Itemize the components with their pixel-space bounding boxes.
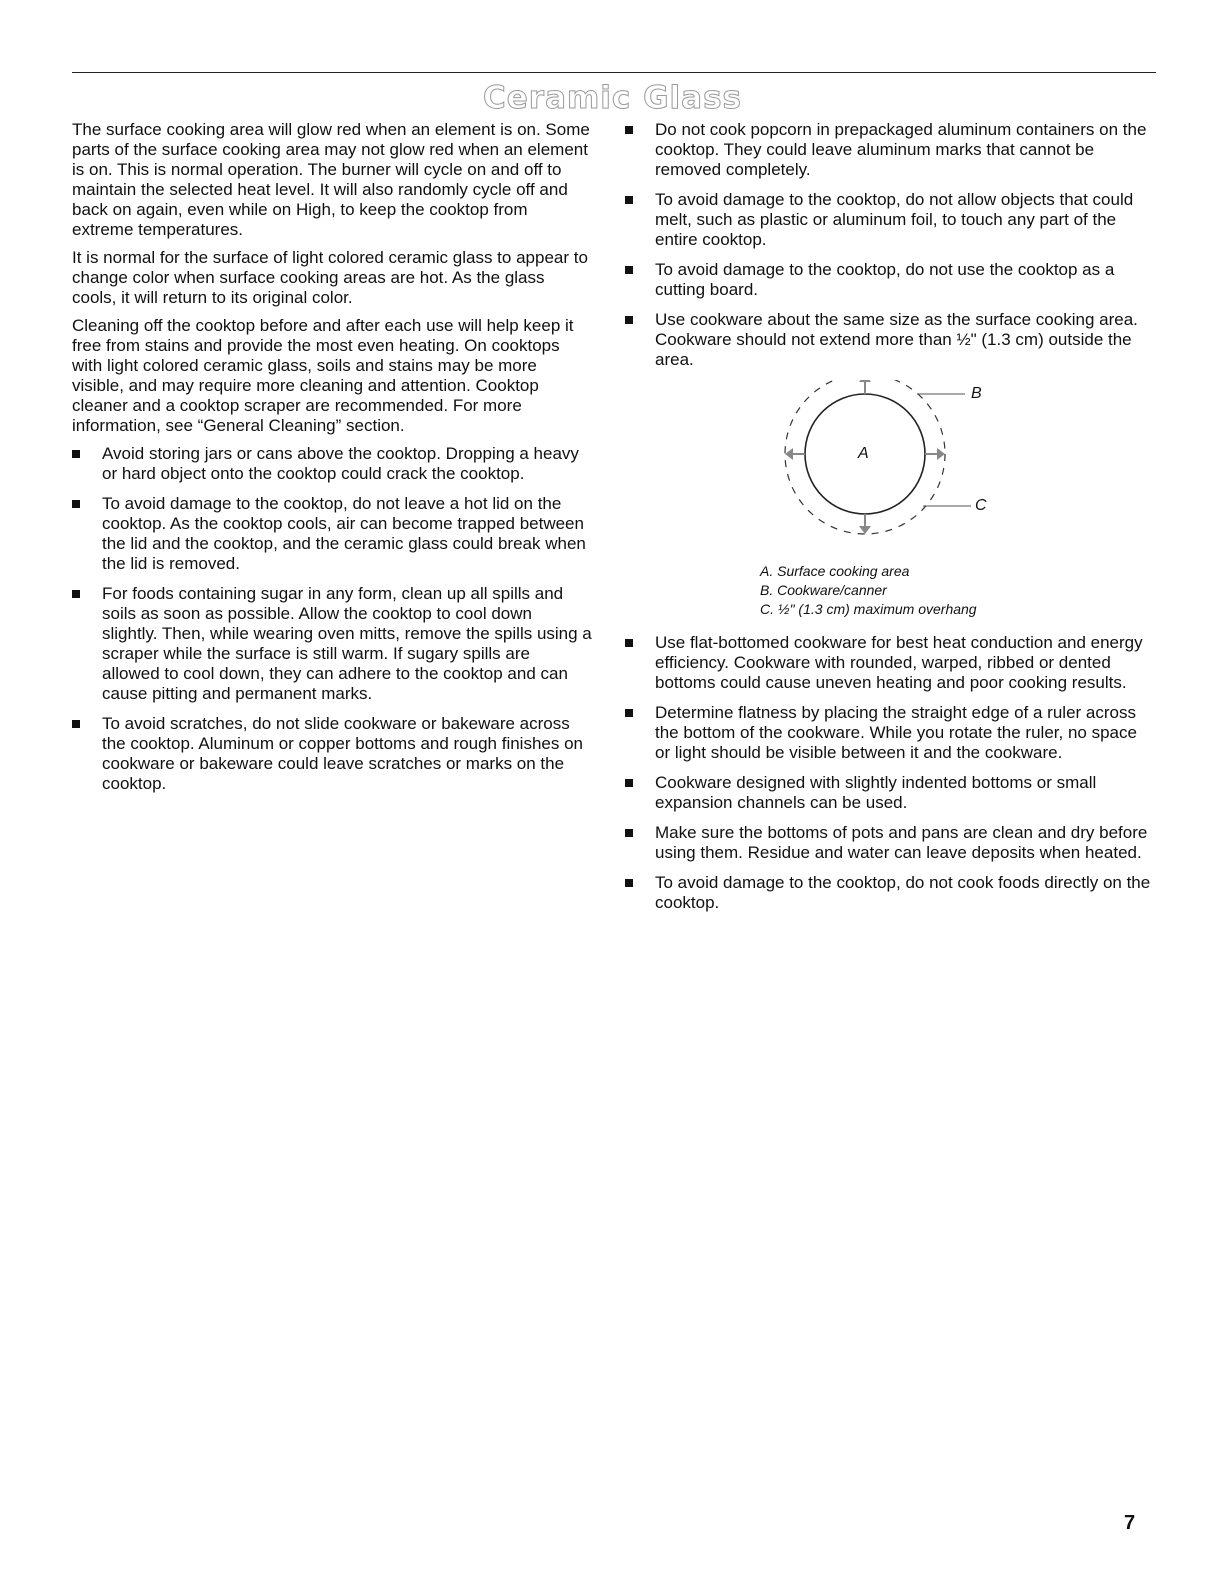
diagram-label-c: C <box>975 497 987 514</box>
list-item-text: Do not cook popcorn in prepackaged aluminum containers on the cooktop. They could leave aluminum marks that cannot be removed completely. <box>655 120 1147 179</box>
legend-item: A. Surface cooking area <box>760 563 910 579</box>
list-item <box>625 633 1155 693</box>
bullet-icon <box>72 500 80 508</box>
bullet-icon <box>625 829 633 837</box>
list-item-text: To avoid damage to the cooktop, do not allow objects that could melt, such as plastic or aluminum foil, to touch any part of the entire cooktop. <box>655 190 1134 249</box>
diagram-label-a: A <box>858 445 869 462</box>
bullet-icon <box>625 779 633 787</box>
paragraph: Cleaning off the cooktop before and after each use will help keep it free from stains and provide the most even heating. On cooktops with light colored ceramic glass, soils and stains may be more visible, and may require more cleaning and attention. Cooktop cleaner and a cooktop scraper are recommended. For more information, see “General Cleaning” section. <box>72 316 574 435</box>
bullet-icon <box>625 639 633 647</box>
paragraph: It is normal for the surface of light colored ceramic glass to appear to change color when surface cooking areas are hot. As the glass cools, it will return to its original color. <box>72 248 588 307</box>
arrow-head-bottom-icon <box>859 526 871 534</box>
right-column <box>625 120 1155 923</box>
bullet-icon <box>625 126 633 134</box>
list-item <box>625 773 1155 813</box>
list-item-text: To avoid damage to the cooktop, do not leave a hot lid on the cooktop. As the cooktop cools, air can become trapped between the lid and the cooktop, and the ceramic glass could break when the lid is removed. <box>102 494 586 573</box>
bullet-icon <box>72 450 80 458</box>
list-item <box>625 190 1155 250</box>
list-item <box>625 703 1155 763</box>
bullet-icon <box>625 879 633 887</box>
bullet-icon <box>72 590 80 598</box>
list-item-text: Use cookware about the same size as the surface cooking area. Cookware should not extend more than ½" (1.3 cm) outside the area. <box>655 310 1138 369</box>
arrow-head-left-icon <box>785 448 793 460</box>
page-title: Ceramic Glass <box>483 80 742 116</box>
list-item <box>625 310 1155 370</box>
bullet-list <box>625 633 1155 913</box>
list-item-text: Determine flatness by placing the straight edge of a ruler across the bottom of the cookware. While you rotate the ruler, no space or light should be visible between it and the cookware. <box>655 703 1137 762</box>
bullet-icon <box>72 720 80 728</box>
list-item-text: Avoid storing jars or cans above the cooktop. Dropping a heavy or hard object onto the cooktop could crack the cooktop. <box>102 444 579 483</box>
list-item-text: To avoid scratches, do not slide cookware or bakeware across the cooktop. Aluminum or copper bottoms and rough finishes on cookware or bakeware could leave scratches or marks on the cooktop. <box>102 714 584 793</box>
bullet-icon <box>625 316 633 324</box>
cookware-diagram-svg <box>625 380 1155 560</box>
list-item <box>72 444 592 484</box>
list-item-text: For foods containing sugar in any form, clean up all spills and soils as soon as possible. Allow the cooktop to cool down slightly. Then, while wearing oven mitts, remove the spills using a scraper while the surface is still warm. If sugary spills are allowed to cool down, they can adhere to the cooktop and can cause pitting and permanent marks. <box>102 584 592 703</box>
header-rule <box>72 72 1156 73</box>
bullet-icon <box>625 266 633 274</box>
list-item <box>72 584 592 704</box>
list-item-text: Use flat-bottomed cookware for best heat conduction and energy efficiency. Cookware with rounded, warped, ribbed or dented bottoms could cause uneven heating and poor cooking results. <box>655 633 1143 692</box>
cookware-overhang-diagram <box>625 380 1155 560</box>
bullet-icon <box>625 709 633 717</box>
diagram-label-b: B <box>971 385 982 402</box>
list-item-text: Make sure the bottoms of pots and pans are clean and dry before using them. Residue and water can leave deposits when heated. <box>655 823 1148 862</box>
paragraph: The surface cooking area will glow red when an element is on. Some parts of the surface cooking area may not glow red when an element is on. This is normal operation. The burner will cycle on and off to maintain the selected heat level. It will also randomly cycle off and back on again, even while on High, to keep the cooktop from extreme temperatures. <box>72 120 590 239</box>
list-item <box>72 714 592 794</box>
left-column <box>72 120 592 804</box>
list-item <box>625 120 1155 180</box>
bullet-list <box>625 120 1155 370</box>
list-item <box>625 823 1155 863</box>
list-item-text: Cookware designed with slightly indented bottoms or small expansion channels can be used. <box>655 773 1097 812</box>
diagram-legend <box>625 562 1155 619</box>
arrow-head-right-icon <box>937 448 945 460</box>
bullet-list <box>72 444 592 794</box>
legend-item: C. ½" (1.3 cm) maximum overhang <box>760 601 977 617</box>
page-number: 7 <box>1124 1512 1136 1534</box>
list-item <box>72 494 592 574</box>
arrow-head-top-icon <box>859 380 871 382</box>
bullet-icon <box>625 196 633 204</box>
list-item <box>625 873 1155 913</box>
legend-item: B. Cookware/canner <box>760 582 887 598</box>
list-item-text: To avoid damage to the cooktop, do not use the cooktop as a cutting board. <box>655 260 1115 299</box>
list-item-text: To avoid damage to the cooktop, do not cook foods directly on the cooktop. <box>655 873 1151 912</box>
list-item <box>625 260 1155 300</box>
